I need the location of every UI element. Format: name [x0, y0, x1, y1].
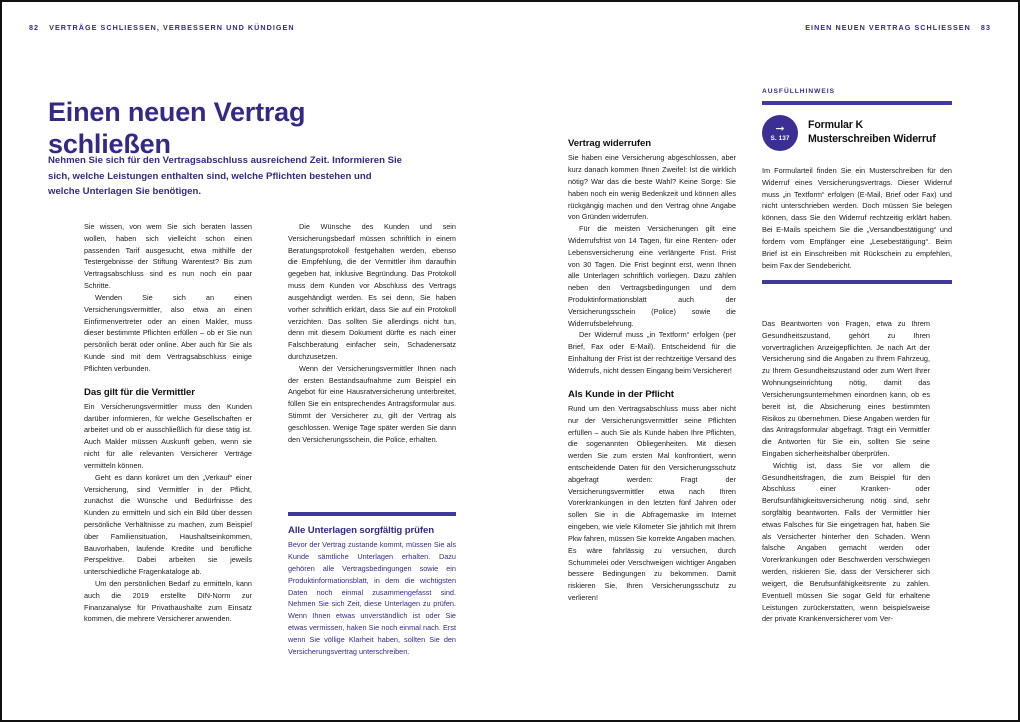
highlight-box-unterlagen: [288, 512, 456, 657]
body-column-1: [84, 221, 252, 625]
arrow-right-icon: ➞: [775, 122, 785, 135]
paragraph: Geht es dann konkret um den „Verkauf“ einer Versicherung, sind Vermittler in der Pflicht, zunächst die Wünsche und Bedürfnisse des Kunden zu ermitteln und sich ein Bild über dessen persönliche Verhältnisse zu machen, zum Beispiel über Familiensituation, Haushaltseinkommen, Bauvorhaben, laufende Kredite und berufliche Perspektive. Dabei arbeiten sie jeweils unterschiedliche Fragenkataloge ab.: [84, 472, 252, 577]
paragraph: Ein Versicherungsvermittler muss den Kunden darüber informieren, für welche Gesellschaften er arbeitet und ob er ausschließlich für diese tätig ist. Auch Makler müssen Auskunft geben, wenn sie nicht für alle relevanten Versicherer Verträge vermitteln können.: [84, 401, 252, 470]
section-heading: Das gilt für die Vermittler: [84, 386, 195, 398]
highlight-box-heading: Alle Unterlagen sorgfältig prüfen: [288, 525, 434, 536]
info-box-kicker: AUSFÜLLHINWEIS: [762, 88, 835, 95]
page-reference-badge[interactable]: [762, 115, 798, 151]
running-head-left-label: VERTRÄGE SCHLIESSEN, VERBESSERN UND KÜNDIGEN: [49, 23, 295, 32]
paragraph: Im Formularteil finden Sie ein Musterschreiben für den Widerruf eines Versicherungsvertrags. Dieser Widerruf muss „in Textform“ erfolgen (E-Mail, Brief oder Fax) und nicht unterschrieben werden. Doch müssen Sie belegen können, dass Sie den Widerruf rechtzeitig erklärt haben. Bei E-Mails speichern Sie die „Versandbestätigung“ und fordern vom Empfänger eine „Lesebestätigung“. Beim Brief ist ein Einschreiben mit Rückschein zu empfehlen, beim Fax der Sendebericht.: [762, 166, 952, 270]
paragraph: Rund um den Vertragsabschluss muss aber nicht nur der Versicherungsvermittler seine Pflichten erfüllen – auch Sie als Kunde haben Ihre Pflichten, die sogenannten Obliegenheiten. Mit diesen werden Sie zum ersten Mal konfrontiert, wenn entscheidende Daten für den Versicherungsschutz abgefragt werden: Fragt der Versicherungsvermittler etwa nach Ihren Vorerkrankungen in den letzten fünf Jahren oder sollen Sie in die Abfragemaske im Internet eingeben, wie viele Kilometer Sie jährlich mit Ihrem Pkw fahren, müssen Sie korrekte Angaben machen. Es wäre fahrlässig zu versuchen, durch Schummelei oder Verschweigen wichtiger Angaben bessere Bedingungen zu bekommen. Damit riskieren Sie, Ihren Versicherungsschutz zu verlieren!: [568, 403, 736, 602]
body-column-2: [288, 221, 456, 445]
divider-rule: [288, 512, 456, 516]
paragraph: Wenn der Versicherungsvermittler Ihnen nach der ersten Bestandsaufnahme zum Beispiel ein Angebot für eine Hausratversicherung unterbreitet, füllen Sie ein entsprechendes Antragsformular aus. Stimmt der Versicherer zu, gilt der Vertrag als geschlossen. Wenige Tage später werden Sie dann den Versicherungsschein, die Police, erhalten.: [288, 363, 456, 444]
body-column-3: [568, 138, 736, 604]
running-head-left: [29, 23, 295, 32]
standfirst: Nehmen Sie sich für den Vertragsabschluss ausreichend Zeit. Informieren Sie sich, welche Leistungen enthalten sind, welche Pflichten bestehen und welche Unterlagen Sie benötigen.: [48, 155, 403, 198]
paragraph: Sie haben eine Versicherung abgeschlossen, aber kurz danach kommen Ihnen Zweifel: Ist die wirklich nötig? War das die beste Wahl? Keine Sorge: Sie haben noch ein wenig Bedenkzeit und können alles rückgängig machen und den Vertrag ohne Angabe von Gründen widerrufen.: [568, 153, 736, 222]
info-box-title: [808, 119, 936, 147]
body-column-4: [762, 318, 930, 625]
page-title: Einen neuen Vertrag schließen: [48, 97, 306, 160]
info-box-title-line-2: Musterschreiben Widerruf: [808, 133, 936, 145]
info-box-title-line-1: Formular K: [808, 119, 864, 132]
paragraph: Wenden Sie sich an einen Versicherungsvermittler, also etwa an einen Einfirmenvertreter oder an einen Makler, muss dieser bestimmte Pflichten erfüllen – ob er Sie nun persönlich berät oder online. Aber auch für Sie als Kunde sind mit dem Vertragsabschluss einige Pflichten verbunden.: [84, 292, 252, 373]
running-head-right: [805, 23, 991, 32]
folio-right: 83: [980, 23, 991, 32]
info-box-rule-bottom: [762, 280, 952, 284]
page-edge-top: [0, 0, 1020, 2]
running-head-right-label: EINEN NEUEN VERTRAG SCHLIESSEN: [805, 23, 971, 32]
info-box-rule-top: [762, 101, 952, 105]
paragraph: Der Widerruf muss „in Textform“ erfolgen (per Brief, Fax oder E-Mail). Entscheidend für die Einhaltung der Frist ist der rechtzeitige Versand des Widerrufs, nicht dessen Eingang beim Versicherer!: [568, 330, 736, 375]
paragraph: Sie wissen, von wem Sie sich beraten lassen wollen, haben sich vielleicht schon einen passenden Tarif ausgesucht, etwa mithilfe der Testergebnisse der Stiftung Warentest? Bis zum Vertragsabschluss sind es nun noch ein paar Schritte.: [84, 222, 252, 291]
info-box-ausfuellhinweis: [762, 88, 952, 284]
info-box-header: [762, 115, 952, 151]
info-box-body: [762, 165, 952, 271]
folio-left: 82: [29, 23, 40, 32]
paragraph: Wichtig ist, dass Sie vor allem die Gesundheitsfragen, die zum Beispiel für den Abschluss einer Kranken- oder Berufsunfähigkeitsversicherung nötig sind, sehr sorgfältig beantworten. Falls der Vermittler hier etwas Falsches für Sie eingetragen hat, haben Sie als Versicherter hinterher den Schaden. Wenn falsche Angaben gemacht werden oder Vorerkrankungen oder Beschwerden verschwiegen werden, riskieren Sie, dass der Versicherer sich weigert, die Berufsunfähigkeitsrente zu zahlen. Eventuell müssen Sie sogar Geld für erhaltene Leistungen zurückerstatten, wenn beispielsweise der private Krankenversicherer vom Ver-: [762, 460, 930, 624]
paragraph: Für die meisten Versicherungen gilt eine Widerrufsfrist von 14 Tagen, für eine Renten- oder Lebensversicherung eine verlängerte Frist. Frist von 30 Tagen. Die Frist beginnt erst, wenn Ihnen alle Unterlagen schriftlich vorliegen. Dazu zählen neben den Vertragsbedingungen und dem Produktinformationsblatt auch der Versicherungsschein (Police) sowie die Widerrufsbelehrung.: [568, 224, 736, 328]
page-edge-left: [0, 0, 2, 722]
section-heading: Als Kunde in der Pflicht: [568, 388, 674, 400]
paragraph: Die Wünsche des Kunden und sein Versicherungsbedarf müssen schriftlich in einem Beratungsprotokoll festgehalten werden, ebenso die Empfehlung, die der Vermittler ihm daraufhin gegeben hat, inklusive Begründung. Das Protokoll muss dem Kunden vor Abschluss des Vertrags ausgehändigt werden. Es sei denn, Sie haben vorher schriftlich erklärt, dass Sie auf ein Protokoll verzichten. Das sollten Sie allerdings nicht tun, denn mit diesem Dokument dürfte es nach einer Falschberatung einfacher sein, Schadenersatz durchzusetzen.: [288, 222, 456, 361]
highlight-box-body: Bevor der Vertrag zustande kommt, müssen Sie als Kunde sämtliche Unterlagen erhalten. Dazu gehören alle Vertragsbedingungen sowie ein Produktinformationsblatt, in dem die wichtigsten Daten noch einmal zusammengefasst sind. Nehmen Sie sich Zeit, diese Unterlagen zu prüfen. Wenn Ihnen etwas unverständlich ist oder Sie etwas vermissen, haken Sie noch einmal nach. Erst wenn Sie völlige Klarheit haben, sollten Sie den Versicherungsvertrag unterschreiben.: [288, 540, 456, 656]
paragraph: Um den persönlichen Bedarf zu ermitteln, kann auch die 2019 erstellte DIN-Norm zur Finanzanalyse für Privathaushalte zum Einsatz kommen, die mehrere Versicherer anwenden.: [84, 579, 252, 624]
section-heading: Vertrag widerrufen: [568, 138, 651, 149]
badge-page-label: S. 137: [770, 134, 790, 142]
paragraph: Das Beantworten von Fragen, etwa zu Ihrem Gesundheitszustand, gehört zu Ihren vorvertraglichen Anzeigepflichten. Je nach Art der Versicherung sind die Angaben zu Ihrem Fahrzeug, zu Ihrem Gesundheitszustand oder zum Wert Ihrer Wohnungseinrichtung nötig, damit das Versicherungsunternehmen einordnen kann, ob es bereit ist, die Absicherung eines bestimmten Risikos zu übernehmen. Diese Angaben werden für das Antragsformular abgefragt. Trägt ein Vermittler die Antworten für Sie ein, sollten Sie seine Eingaben sicherheitshalber überprüfen.: [762, 319, 930, 458]
